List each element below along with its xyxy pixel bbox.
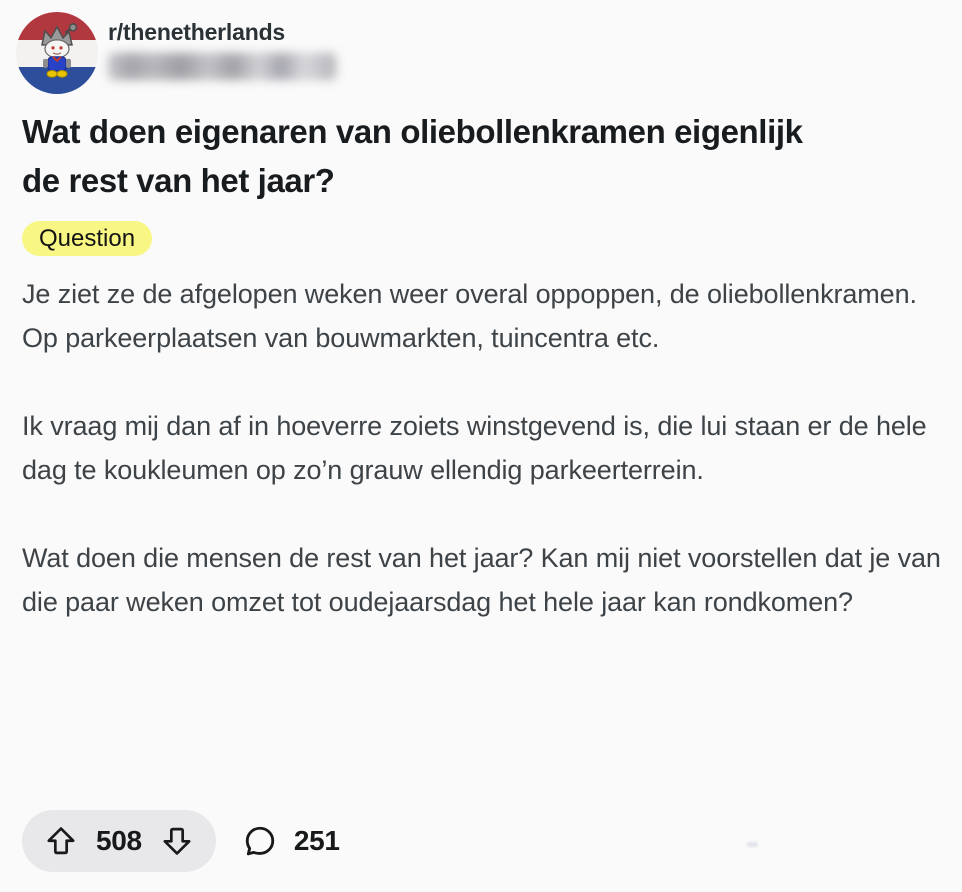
post-action-bar [22,810,340,872]
comments-button[interactable] [242,810,340,872]
vote-pill [22,810,216,872]
post-paragraph: Wat doen die mensen de rest van het jaar? Kan mij niet voorstellen dat je van die paar weken omzet tot oudejaarsdag het hele jaar kan rondkomen? [22,543,941,617]
post-header-text [108,12,336,80]
subreddit-name[interactable]: r/thenetherlands [108,19,286,45]
arrow-down-outline-icon [160,824,194,858]
speech-bubble-outline-icon [242,823,278,859]
post-body [22,272,944,624]
post-paragraph: Je ziet ze de afgelopen weken weer overal oppoppen, de oliebollenkramen. Op parkeerplaatsen van bouwmarkten, tuincentra etc. [22,279,917,353]
faint-artifact [747,842,758,847]
upvote-button[interactable] [44,824,78,858]
downvote-button[interactable] [160,824,194,858]
arrow-up-outline-icon [44,824,78,858]
upvote-count: 508 [96,825,142,856]
post-paragraph: Ik vraag mij dan af in hoeverre zoiets winstgevend is, die lui staan er de hele dag te koukleumen op zo’n grauw ellendig parkeerterrein. [22,411,927,485]
comment-count: 251 [293,825,340,856]
snoo-mascot-icon [32,23,82,81]
post-title: Wat doen eigenaren van oliebollenkramen eigenlijk de rest van het jaar? [22,113,803,199]
redacted-username [108,53,336,80]
post-flair-badge[interactable]: Question [22,221,152,256]
subreddit-avatar[interactable] [16,12,98,94]
post-header [16,12,944,94]
